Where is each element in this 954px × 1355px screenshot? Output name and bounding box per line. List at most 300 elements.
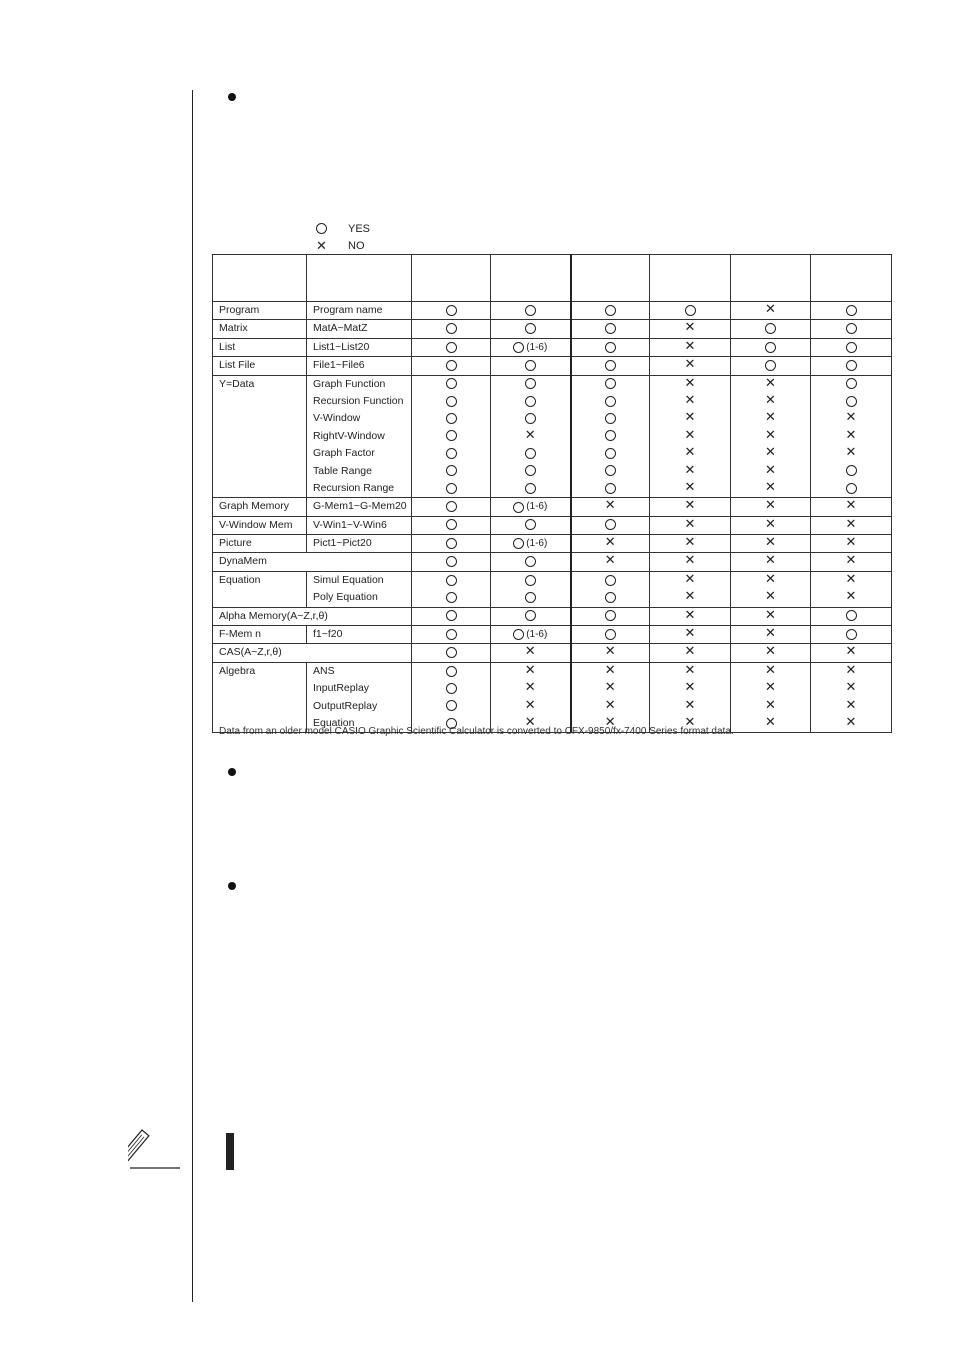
no-cross-icon: ✕: [684, 498, 696, 513]
compatibility-table: [212, 254, 892, 733]
mark-cell: [491, 302, 571, 320]
mark-cell: [650, 571, 731, 607]
no-cross-icon: ✕: [604, 680, 616, 695]
mark-cell: [491, 607, 571, 625]
yes-circle-icon: [846, 323, 857, 334]
mark-cell: [571, 498, 650, 516]
category-cell-text: List: [219, 340, 236, 353]
yes-circle-icon: [605, 430, 616, 441]
header-cell: [811, 255, 892, 302]
no-cross-icon: ✕: [684, 357, 696, 372]
mark-cell: [811, 302, 892, 320]
mark-cell: [731, 320, 811, 338]
mark-cell: [412, 320, 491, 338]
mark-cell: [811, 375, 892, 498]
mark-cell: [811, 626, 892, 644]
mark-cell: [491, 498, 571, 516]
mark-cell: [412, 626, 491, 644]
mark-cell: [811, 357, 892, 375]
note-marker-bar: [226, 1133, 234, 1170]
no-cross-icon: ✕: [765, 427, 776, 442]
mark-cell: [491, 571, 571, 607]
mark-cell: [491, 535, 571, 553]
item-cell-text: OutputReplay: [313, 699, 378, 712]
category-cell: [213, 357, 307, 375]
bullet-2: [228, 768, 236, 776]
mark-cell: [491, 338, 571, 356]
yes-circle-icon: [605, 519, 616, 530]
yes-circle-icon: [846, 396, 857, 407]
yes-circle-icon: [605, 305, 616, 316]
category-cell-text: DynaMem: [219, 555, 267, 568]
no-cross-icon: ✕: [765, 445, 776, 460]
mark-cell: [571, 338, 650, 356]
legend-no-label: NO: [348, 239, 365, 252]
mark-note: (1-6): [526, 501, 548, 513]
table-row: [213, 516, 892, 534]
no-cross-icon: ✕: [845, 498, 857, 513]
yes-circle-icon: [446, 396, 457, 407]
item-cell: [307, 357, 412, 375]
no-cross-icon: ✕: [845, 589, 857, 604]
no-cross-icon: ✕: [604, 553, 616, 568]
yes-circle-icon: [605, 610, 616, 621]
mark-cell: [571, 535, 650, 553]
yes-circle-icon: [525, 483, 536, 494]
yes-circle-icon: [446, 501, 457, 512]
yes-circle-icon: [605, 629, 616, 640]
mark-cell: [731, 571, 811, 607]
yes-circle-icon: [605, 483, 616, 494]
mark-cell: [491, 644, 571, 662]
mark-cell: [731, 662, 811, 733]
no-cross-icon: ✕: [845, 410, 857, 425]
category-cell: [213, 535, 307, 553]
item-cell-text: f1~f20: [313, 628, 343, 641]
mark-cell: [811, 516, 892, 534]
category-cell: [213, 302, 307, 320]
yes-circle-icon: [446, 378, 457, 389]
yes-circle-icon: [446, 610, 457, 621]
no-cross-icon: ✕: [845, 571, 857, 586]
item-cell-text: ANS: [313, 664, 335, 677]
yes-circle-icon: [446, 647, 457, 658]
no-cross-icon: ✕: [845, 662, 857, 677]
yes-circle-icon: [846, 342, 857, 353]
item-cell-text: Table Range: [313, 464, 372, 477]
mark-cell: [491, 516, 571, 534]
no-cross-icon: ✕: [845, 445, 857, 460]
yes-circle-icon: [846, 378, 857, 389]
category-cell-text: Graph Memory: [219, 500, 290, 513]
yes-circle-icon: [446, 483, 457, 494]
category-cell-text: Y=Data: [219, 377, 255, 390]
no-cross-icon: ✕: [845, 553, 857, 568]
no-cross-icon: ✕: [684, 427, 696, 442]
no-cross-icon: ✕: [765, 302, 776, 316]
yes-circle-icon: [446, 519, 457, 530]
mark-cell: [650, 662, 731, 733]
mark-cell: [412, 553, 491, 571]
category-cell-text: List File: [219, 359, 256, 372]
yes-circle-icon: [446, 629, 457, 640]
table-row: [213, 357, 892, 375]
yes-circle-icon: [605, 592, 616, 603]
mark-cell: [731, 302, 811, 320]
yes-circle-icon: [525, 592, 536, 603]
no-cross-icon: ✕: [604, 498, 616, 513]
yes-circle-icon: [525, 575, 536, 586]
table-row: [213, 320, 892, 338]
category-cell: [213, 644, 412, 662]
no-cross-icon: ✕: [684, 626, 696, 641]
yes-circle-icon: [525, 465, 536, 476]
mark-cell: [811, 662, 892, 733]
table-row: [213, 498, 892, 516]
no-cross-icon: ✕: [684, 392, 696, 407]
category-cell-text: Equation: [219, 573, 261, 586]
yes-circle-icon: [316, 223, 327, 234]
mark-cell: [731, 498, 811, 516]
mark-cell: [650, 516, 731, 534]
mark-cell: [650, 357, 731, 375]
legend-yes: [316, 220, 370, 237]
category-cell-text: Program: [219, 304, 260, 316]
category-cell: [213, 553, 412, 571]
yes-circle-icon: [765, 323, 776, 334]
mark-cell: [650, 302, 731, 320]
yes-circle-icon: [446, 575, 457, 586]
table-row: [213, 644, 892, 662]
item-cell: [307, 662, 412, 733]
yes-circle-icon: [446, 592, 457, 603]
mark-cell: [811, 498, 892, 516]
category-cell: [213, 516, 307, 534]
no-cross-icon: ✕: [684, 445, 696, 460]
no-cross-icon: ✕: [604, 644, 616, 659]
yes-circle-icon: [525, 610, 536, 621]
mark-cell: [571, 662, 650, 733]
category-cell: [213, 607, 412, 625]
no-cross-icon: ✕: [845, 535, 857, 550]
yes-circle-icon: [605, 575, 616, 586]
mark-cell: [811, 535, 892, 553]
category-cell-text: Matrix: [219, 322, 248, 335]
yes-circle-icon: [446, 413, 457, 424]
mark-cell: [811, 607, 892, 625]
item-cell: [307, 535, 412, 553]
yes-circle-icon: [846, 465, 857, 476]
yes-circle-icon: [765, 360, 776, 371]
no-cross-icon: ✕: [524, 714, 536, 729]
no-cross-icon: ✕: [524, 644, 536, 659]
item-cell-text: V-Window: [313, 412, 361, 425]
yes-circle-icon: [513, 342, 524, 353]
yes-circle-icon: [605, 413, 616, 424]
yes-circle-icon: [605, 342, 616, 353]
mark-cell: [650, 375, 731, 498]
yes-circle-icon: [605, 465, 616, 476]
item-cell-text: Equation: [313, 716, 355, 729]
mark-cell: [650, 535, 731, 553]
mark-cell: [731, 626, 811, 644]
item-cell-text: Simul Equation: [313, 573, 384, 586]
category-cell: [213, 498, 307, 516]
header-cell: [650, 255, 731, 302]
mark-cell: [412, 571, 491, 607]
table-footnote: Data from an older model CASIO Graphic Scientific Calculator is converted to CFX-9850/fx-7400 Series format data.: [219, 726, 734, 737]
no-cross-icon: ✕: [684, 644, 696, 659]
mark-cell: [650, 498, 731, 516]
no-cross-icon: ✕: [684, 607, 696, 622]
table-row: [213, 302, 892, 320]
no-cross-icon: ✕: [765, 553, 776, 568]
legend-yes-label: YES: [348, 222, 371, 235]
item-cell: [307, 571, 412, 607]
item-cell-text: Recursion Function: [313, 394, 404, 407]
category-cell-text: Picture: [219, 537, 252, 550]
no-cross-icon: ✕: [684, 375, 696, 390]
item-cell: [307, 516, 412, 534]
table-row: [213, 553, 892, 571]
no-cross-icon: ✕: [524, 680, 536, 695]
table-row: [213, 662, 892, 733]
yes-circle-icon: [513, 629, 524, 640]
no-cross-icon: ✕: [765, 626, 776, 641]
category-cell: [213, 320, 307, 338]
no-cross-icon: ✕: [684, 589, 696, 604]
no-cross-icon: ✕: [765, 714, 776, 729]
yes-circle-icon: [446, 683, 457, 694]
category-cell: [213, 338, 307, 356]
no-cross-icon: ✕: [684, 338, 696, 353]
yes-circle-icon: [525, 360, 536, 371]
item-cell: [307, 302, 412, 320]
category-cell-text: V-Window Mem: [219, 518, 293, 531]
no-cross-icon: ✕: [684, 320, 696, 335]
mark-cell: [811, 571, 892, 607]
mark-cell: [731, 553, 811, 571]
no-cross-icon: ✕: [765, 535, 776, 550]
item-cell-text: Recursion Range: [313, 481, 395, 494]
mark-note: (1-6): [526, 341, 548, 353]
mark-cell: [571, 357, 650, 375]
no-cross-icon: ✕: [765, 498, 776, 513]
no-cross-icon: ✕: [765, 607, 776, 622]
yes-circle-icon: [765, 342, 776, 353]
no-cross-icon: ✕: [604, 714, 616, 729]
yes-circle-icon: [446, 556, 457, 567]
mark-cell: [731, 375, 811, 498]
yes-circle-icon: [605, 396, 616, 407]
mark-cell: [571, 516, 650, 534]
mark-cell: [571, 375, 650, 498]
no-cross-icon: ✕: [765, 479, 776, 494]
yes-circle-icon: [846, 483, 857, 494]
category-cell: [213, 571, 307, 607]
table-row: [213, 338, 892, 356]
item-cell-text: File1~File6: [313, 359, 365, 372]
mark-cell: [811, 644, 892, 662]
mark-cell: [571, 302, 650, 320]
yes-circle-icon: [846, 610, 857, 621]
category-cell-text: CAS(A~Z,r,θ): [219, 646, 282, 659]
yes-circle-icon: [605, 323, 616, 334]
no-cross-icon: ✕: [765, 589, 776, 604]
mark-cell: [412, 302, 491, 320]
item-cell: [307, 320, 412, 338]
header-cell: [731, 255, 811, 302]
mark-cell: [491, 553, 571, 571]
yes-circle-icon: [513, 538, 524, 549]
yes-circle-icon: [446, 666, 457, 677]
mark-cell: [491, 320, 571, 338]
mark-cell: [412, 375, 491, 498]
item-cell-text: Poly Equation: [313, 591, 378, 604]
bullet-3: [228, 882, 236, 890]
mark-cell: [571, 626, 650, 644]
mark-note: (1-6): [526, 538, 548, 550]
table-row: [213, 375, 892, 498]
mark-cell: [571, 644, 650, 662]
item-cell-text: RightV-Window: [313, 429, 385, 442]
header-cell: [307, 255, 412, 302]
mark-cell: [811, 320, 892, 338]
yes-circle-icon: [605, 360, 616, 371]
mark-cell: [650, 320, 731, 338]
no-cross-icon: ✕: [684, 662, 696, 677]
table-row: [213, 607, 892, 625]
no-cross-icon: ✕: [684, 516, 696, 531]
item-cell-text: InputReplay: [313, 682, 370, 695]
no-cross-icon: ✕: [765, 644, 776, 659]
item-cell: [307, 498, 412, 516]
item-cell-text: V-Win1~V-Win6: [313, 518, 387, 531]
yes-circle-icon: [846, 629, 857, 640]
mark-note: (1-6): [526, 629, 548, 641]
no-cross-icon: ✕: [765, 697, 776, 712]
yes-circle-icon: [446, 360, 457, 371]
yes-circle-icon: [513, 502, 524, 513]
category-cell: [213, 375, 307, 498]
item-cell-text: Pict1~Pict20: [313, 537, 372, 550]
no-cross-icon: ✕: [845, 680, 857, 695]
mark-cell: [491, 626, 571, 644]
no-cross-icon: ✕: [765, 680, 776, 695]
yes-circle-icon: [446, 700, 457, 711]
item-cell: [307, 626, 412, 644]
table-row: [213, 535, 892, 553]
header-cell: [491, 255, 571, 302]
mark-cell: [650, 607, 731, 625]
mark-cell: [412, 662, 491, 733]
yes-circle-icon: [446, 305, 457, 316]
no-cross-icon: ✕: [845, 714, 857, 729]
mark-cell: [731, 644, 811, 662]
yes-circle-icon: [846, 305, 857, 316]
item-cell-text: Graph Function: [313, 377, 386, 390]
no-cross-icon: ✕: [845, 516, 857, 531]
no-cross-icon: ✕: [524, 697, 536, 712]
yes-circle-icon: [446, 342, 457, 353]
mark-cell: [731, 357, 811, 375]
no-cross-icon: ✕: [684, 697, 696, 712]
yes-circle-icon: [446, 465, 457, 476]
mark-cell: [650, 626, 731, 644]
no-cross-icon: ✕: [684, 479, 696, 494]
header-cell: [412, 255, 491, 302]
mark-cell: [491, 375, 571, 498]
yes-circle-icon: [525, 556, 536, 567]
item-cell-text: Graph Factor: [313, 447, 375, 460]
table-row: [213, 626, 892, 644]
no-cross-icon: ✕: [765, 662, 776, 677]
yes-circle-icon: [605, 448, 616, 459]
mark-cell: [412, 498, 491, 516]
yes-circle-icon: [525, 378, 536, 389]
item-cell-text: G-Mem1~G-Mem20: [313, 500, 407, 513]
yes-circle-icon: [685, 305, 696, 316]
table-row: [213, 571, 892, 607]
no-cross-icon: ✕: [684, 462, 696, 477]
yes-circle-icon: [525, 413, 536, 424]
bullet-1: [228, 93, 236, 101]
no-cross-icon: ✕: [316, 238, 327, 253]
yes-circle-icon: [846, 360, 857, 371]
mark-cell: [731, 338, 811, 356]
yes-circle-icon: [446, 323, 457, 334]
mark-cell: [412, 644, 491, 662]
yes-circle-icon: [525, 519, 536, 530]
mark-cell: [571, 607, 650, 625]
no-cross-icon: ✕: [765, 571, 776, 586]
mark-cell: [731, 516, 811, 534]
legend-no: [316, 237, 370, 254]
no-cross-icon: ✕: [684, 680, 696, 695]
category-cell-text: F-Mem n: [219, 628, 261, 641]
no-cross-icon: ✕: [684, 410, 696, 425]
item-cell: [307, 338, 412, 356]
no-cross-icon: ✕: [765, 462, 776, 477]
mark-cell: [811, 338, 892, 356]
no-cross-icon: ✕: [604, 662, 616, 677]
header-cell: [213, 255, 307, 302]
mark-cell: [412, 607, 491, 625]
mark-cell: [412, 535, 491, 553]
no-cross-icon: ✕: [845, 427, 857, 442]
no-cross-icon: ✕: [684, 571, 696, 586]
mark-cell: [731, 607, 811, 625]
item-cell: [307, 375, 412, 498]
yes-circle-icon: [446, 430, 457, 441]
mark-cell: [412, 516, 491, 534]
yes-circle-icon: [605, 378, 616, 389]
no-cross-icon: ✕: [845, 697, 857, 712]
mark-cell: [811, 553, 892, 571]
category-cell: [213, 626, 307, 644]
mark-cell: [571, 553, 650, 571]
mark-cell: [650, 338, 731, 356]
pencil-note-icon: [128, 1126, 182, 1175]
no-cross-icon: ✕: [524, 662, 536, 677]
mark-cell: [491, 662, 571, 733]
mark-cell: [491, 357, 571, 375]
yes-circle-icon: [446, 448, 457, 459]
no-cross-icon: ✕: [684, 714, 696, 729]
mark-cell: [412, 338, 491, 356]
yes-circle-icon: [446, 538, 457, 549]
mark-cell: [571, 320, 650, 338]
